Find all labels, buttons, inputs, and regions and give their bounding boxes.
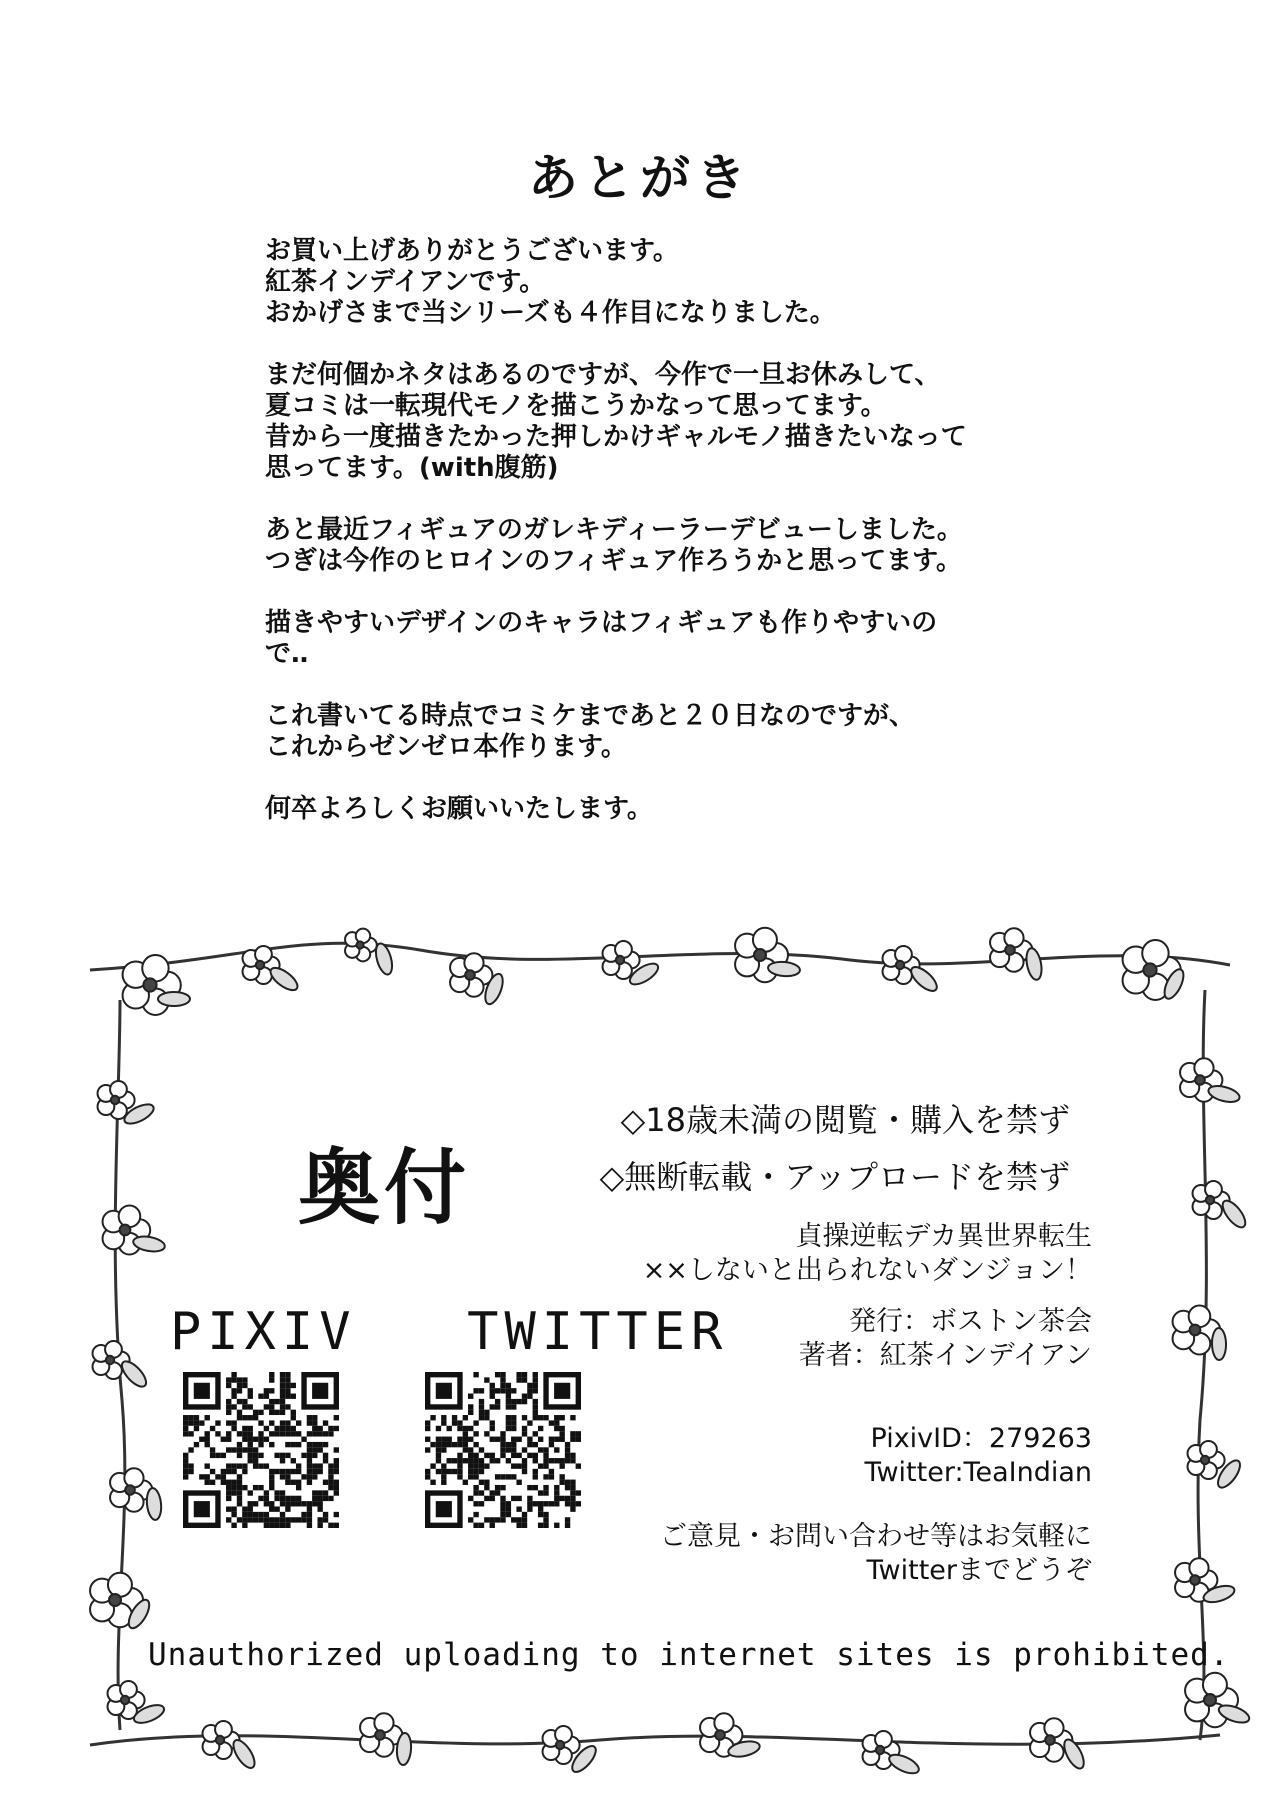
afterword-line: 夏コミは一転現代モノを描こうかなって思ってます。 <box>265 391 887 421</box>
flower-icon <box>110 1468 152 1512</box>
leaf-icon <box>1212 1328 1227 1360</box>
pixiv-id: PixivID：279263 <box>870 1423 1092 1454</box>
warning-repost: ◇無断転載・アップロードを禁ず <box>599 1158 1070 1196</box>
flower-icon <box>1188 1441 1225 1479</box>
afterword-line: お買い上げありがとうございます。 <box>265 236 679 266</box>
leaf-icon <box>907 963 940 995</box>
qr-code-icon[interactable] <box>183 1372 339 1528</box>
publication-info <box>799 1305 1092 1373</box>
flower-icon <box>543 1726 580 1764</box>
book-title <box>643 1220 1092 1288</box>
afterword-line: 描きやすいデザインのキャラはフィギュアも作りやすいの <box>265 608 938 638</box>
upload-notice: Unauthorized uploading to internet sites is prohibited. <box>148 1637 1230 1673</box>
leaf-icon <box>145 1487 162 1520</box>
author: 著者：紅茶インデイアン <box>798 1340 1092 1371</box>
afterword-line: まだ何個かネタはあるのですが、今作で一旦お休みして、 <box>265 360 941 390</box>
contact-line1: ご意見・お問い合わせ等はお気軽に <box>660 1521 1092 1552</box>
account-ids <box>864 1422 1092 1490</box>
twitter-id: Twitter:TeaIndian <box>864 1457 1092 1488</box>
afterword-line: つぎは今作のヒロインのフィギュア作ろうかと思ってます。 <box>265 546 963 576</box>
publisher: 発行：ボストン茶会 <box>849 1306 1092 1337</box>
afterword-line: 昔から一度描きたかった押しかけギャルモノ描きたいなって <box>265 422 967 452</box>
leaf-icon <box>1060 1737 1087 1772</box>
book-title-line1: 貞操逆転デカ異世界転生 <box>795 1221 1092 1252</box>
leaf-icon <box>1024 947 1044 981</box>
leaf-icon <box>229 1737 258 1771</box>
twitter-label: TWITTER <box>467 1302 729 1362</box>
contact-line2: Twitterまでどうぞ <box>866 1555 1092 1586</box>
colophon-heading: 奥付 <box>298 1141 471 1236</box>
qr-labels <box>170 1302 728 1362</box>
book-title-line2: ××しないと出られないダンジョン！ <box>642 1255 1092 1286</box>
flower-icon <box>990 928 1032 972</box>
afterword-line: これ書いてる時点でコミケまであと２０日なのですが、 <box>265 701 916 731</box>
flower-icon <box>203 1721 240 1759</box>
afterword-line: 紅茶インデイアンです。 <box>265 267 546 297</box>
leaf-icon <box>158 992 190 1006</box>
qr-code-icon[interactable] <box>425 1372 581 1528</box>
afterword-line: 思ってます。(with腹筋) <box>265 453 559 483</box>
afterword-line: おかげさまで当シリーズも４作目になりました。 <box>265 298 836 328</box>
leaf-icon <box>1219 1197 1250 1231</box>
pixiv-label: PIXIV <box>170 1302 357 1362</box>
afterword-line: で‥ <box>265 639 309 669</box>
afterword-line: あと最近フィギュアのガレキディーラーデビューしました。 <box>265 515 963 545</box>
leaf-icon <box>118 1358 150 1391</box>
afterword-title: あとがき <box>528 149 752 207</box>
warning-age: ◇18歳未満の閲覧・購入を禁ず <box>620 1101 1070 1139</box>
contact-note <box>660 1520 1092 1588</box>
leaf-icon <box>887 1751 922 1777</box>
leaf-icon <box>1207 1083 1242 1105</box>
afterword-line: 何卒よろしくお願いいたします。 <box>265 794 653 824</box>
flower-icon <box>1193 1181 1230 1219</box>
afterword-line: これからゼンゼロ本作ります。 <box>265 732 627 762</box>
flower-icon <box>345 929 377 962</box>
